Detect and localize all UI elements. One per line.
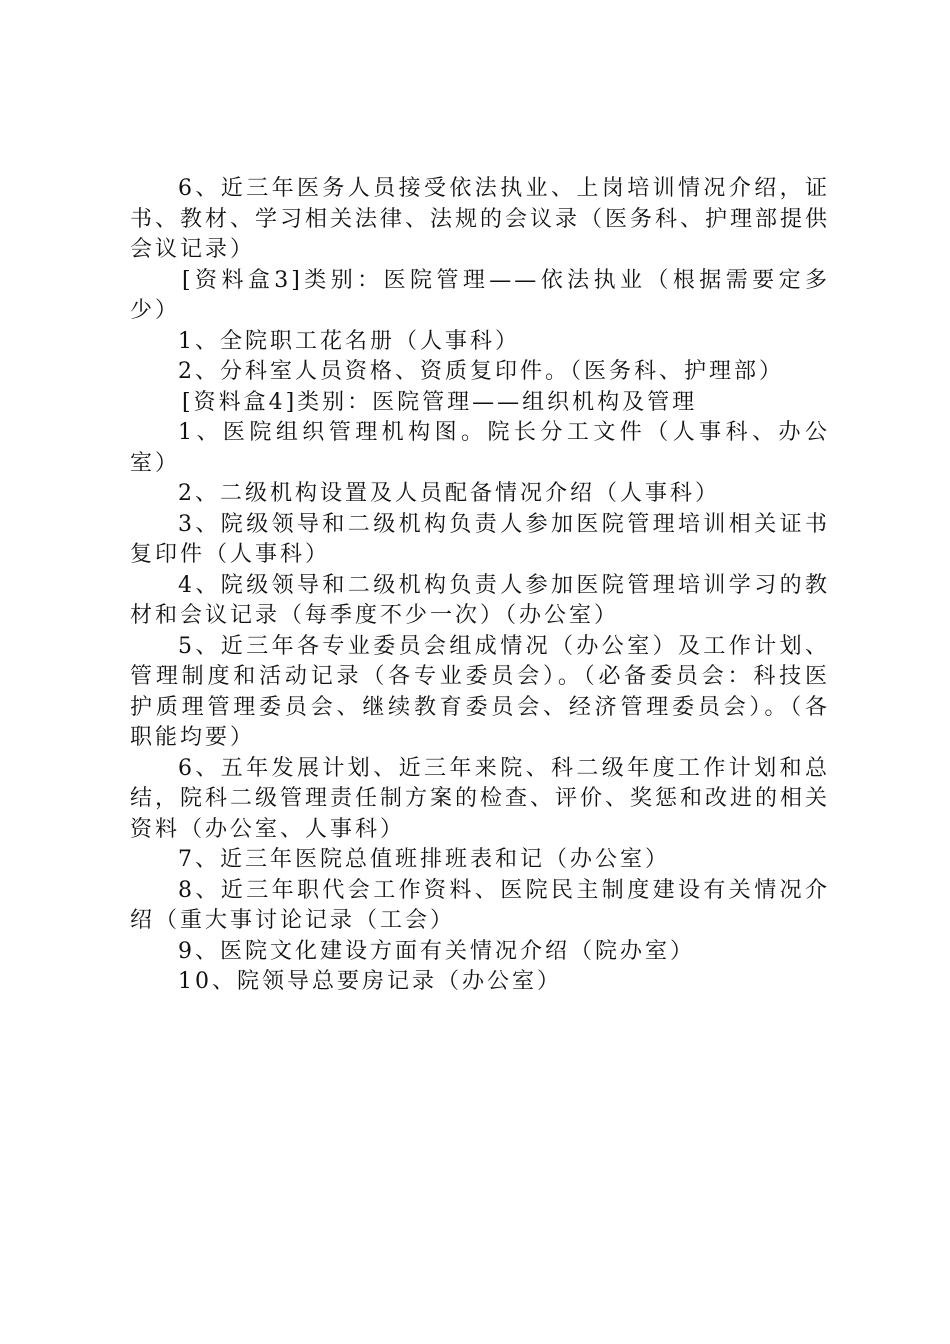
document-body (130, 174, 830, 998)
paragraph-item: 10、院领导总要房记录（办公室） (178, 969, 562, 994)
paragraph-item: 1、全院职工花名册（人事科） (178, 328, 520, 354)
paragraph-item: 2、分科室人员资格、资质复印件。（医务科、护理部） (178, 359, 784, 384)
section-heading: [资料盒3]类别：医院管理——依法执业（根据需要定多少） (130, 267, 830, 323)
paragraph-item: 6、五年发展计划、近三年来院、科二级年度工作计划和总结，院科二级管理责任制方案的检查、评价、奖惩和改进的相关资料（办公室、人事科） (130, 755, 831, 842)
paragraph-item: 4、院级领导和二级机构负责人参加医院管理培训学习的教材和会议记录（每季度不少一次）（办公室） (130, 572, 830, 628)
paragraph-item: 3、院级领导和二级机构负责人参加医院管理培训相关证书复印件（人事科） (130, 511, 830, 567)
paragraph-item: 8、近三年职代会工作资料、医院民主制度建设有关情况介绍（重大事讨论记录（工会） (130, 877, 830, 933)
paragraph-item: 6、近三年医务人员接受依法执业、上岗培训情况介绍，证书、教材、学习相关法律、法规的会议录（医务科、护理部提供会议记录） (130, 176, 831, 262)
paragraph-item: 9、医院文化建设方面有关情况介绍（院办室） (178, 938, 695, 964)
section-heading: [资料盒4]类别：医院管理——组织机构及管理 (182, 389, 698, 415)
paragraph-item: 7、近三年医院总值班排班表和记（办公室） (178, 847, 670, 872)
paragraph-item: 5、近三年各专业委员会组成情况（办公室）及工作计划、管理制度和活动记录（各专业委员会）。（必备委员会：科技医护质理管理委员会、继续教育委员会、经济管理委员会）。（各职能均要） (130, 633, 830, 750)
paragraph-item: 1、医院组织管理机构图。院长分工文件（人事科、办公室） (130, 420, 830, 476)
paragraph-item: 2、二级机构设置及人员配备情况介绍（人事科） (178, 481, 720, 506)
